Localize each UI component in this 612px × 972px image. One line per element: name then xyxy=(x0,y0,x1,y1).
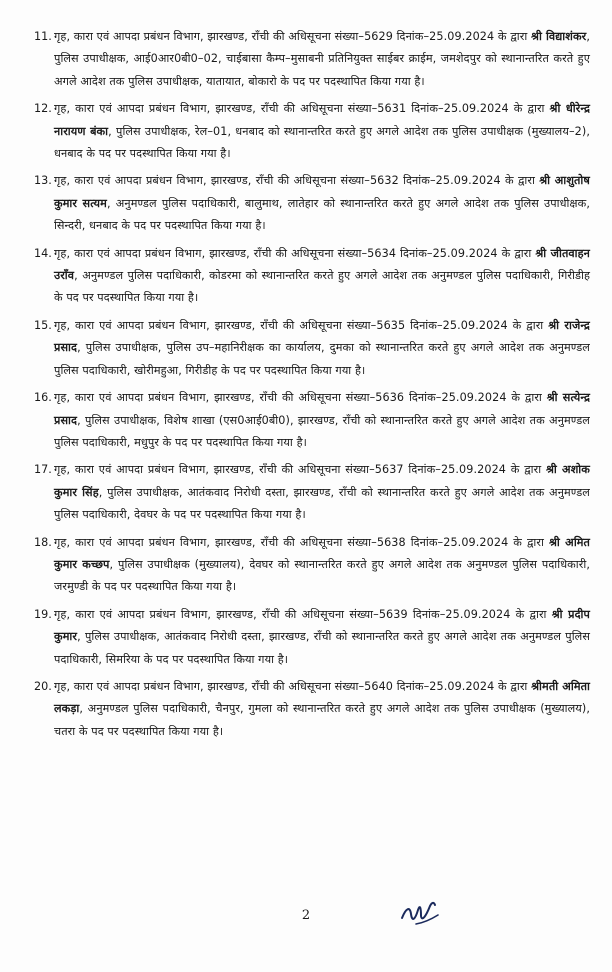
item-text xyxy=(54,243,590,310)
item-text-post: , पुलिस उपाधीक्षक, रेल–01, धनबाद को स्थानान्तरित करते हुए अगले आदेश तक पुलिस उपाधीक्षक (मुख्यालय–2), धनबाद के पद पर पदस्थापित किया गया है। xyxy=(54,124,590,161)
item-text-post: , पुलिस उपाधीक्षक, विशेष शाखा (एस0आई0बी0), झारखण्ड, राँची को स्थानान्तरित करते हुए अगले आदेश तक अनुमण्डल पुलिस पदाधिकारी, मधुपुर के पद पर पदस्थापित किया गया है। xyxy=(54,413,590,449)
officer-name: श्री जीतवाहन उराँव xyxy=(54,246,590,283)
item-text-pre: गृह, कारा एवं आपदा प्रबंधन विभाग, झारखण्ड, राँची की अधिसूचना संख्या–5637 दिनांक–25.09.2024 के द्वारा xyxy=(54,463,547,477)
item-number: 14. xyxy=(34,246,52,260)
item-number: 11. xyxy=(34,30,52,43)
item-number: 20. xyxy=(34,679,52,693)
item-text-pre: गृह, कारा एवं आपदा प्रबंधन विभाग, झारखण्ड, राँची की अधिसूचना संख्या–5635 दिनांक–25.09.2024 के द्वारा xyxy=(54,318,549,332)
item-text-post: , पुलिस उपाधीक्षक, आई0आर0बी0–02, चाईबासा कैम्प–मुसाबनी प्रतिनियुक्त साईबर क्राईम, जमशेदपुर को स्थानान्तरित करते हुए अगले आदेश तक पुलिस उपाधीक्षक, यातायात, बोकारो के पद पर पदस्थापित किया गया है। xyxy=(54,30,590,88)
officer-name: श्री धीरेन्द्र नारायण बंका xyxy=(54,102,590,138)
officer-name: श्रीमती अमिता लकड़ा xyxy=(54,679,590,716)
item-text-post: , अनुमण्डल पुलिस पदाधिकारी, बालुमाथ, लातेहार को स्थानान्तरित करते हुए अगले आदेश तक पुलिस उपाधीक्षक, सिन्दरी, धनबाद के पद पर पदस्थापित किया गया है। xyxy=(54,196,590,233)
item-text-pre: गृह, कारा एवं आपदा प्रबंधन विभाग, झारखण्ड, राँची की अधिसूचना संख्या–5631 दिनांक–25.09.2024 के द्वारा xyxy=(54,102,550,116)
officer-name: श्री राजेन्द्र प्रसाद xyxy=(54,318,590,355)
item-text-pre: गृह, कारा एवं आपदा प्रबंधन विभाग, झारखण्ड, राँची की अधिसूचना संख्या–5632 दिनांक–25.09.2024 के द्वारा xyxy=(54,174,540,188)
item-text-pre: गृह, कारा एवं आपदा प्रबंधन विभाग, झारखण्ड, राँची की अधिसूचना संख्या–5629 दिनांक–25.09.2024 के द्वारा xyxy=(54,30,532,43)
officer-name: श्री सत्येन्द्र प्रसाद xyxy=(54,391,590,427)
item-text-pre: गृह, कारा एवं आपदा प्रबंधन विभाग, झारखण्ड, राँची की अधिसूचना संख्या–5636 दिनांक–25.09.2024 के द्वारा xyxy=(54,391,547,405)
notification-item-11 xyxy=(34,26,590,93)
item-text xyxy=(54,387,590,454)
item-text-post: , अनुमण्डल पुलिस पदाधिकारी, कोडरमा को स्थानान्तरित करते हुए अगले आदेश तक अनुमण्डल पुलिस पदाधिकारी, गिरीडीह के पद पर पदस्थापित किया गया है। xyxy=(54,269,590,305)
notification-item-19 xyxy=(34,604,590,671)
officer-name: श्री अमित कुमार कच्छप xyxy=(54,535,590,571)
item-text-post: , पुलिस उपाधीक्षक, आतंकवाद निरोधी दस्ता, झारखण्ड, राँची को स्थानान्तरित करते हुए अगले आदेश तक अनुमण्डल पुलिस पदाधिकारी, देवघर के पद पर पदस्थापित किया गया है। xyxy=(54,485,590,522)
item-text xyxy=(54,98,590,165)
item-text-pre: गृह, कारा एवं आपदा प्रबंधन विभाग, झारखण्ड, राँची की अधिसूचना संख्या–5639 दिनांक–25.09.2024 के द्वारा xyxy=(54,607,552,621)
item-text xyxy=(54,459,590,526)
notification-item-13 xyxy=(34,170,590,237)
notification-item-17 xyxy=(34,459,590,526)
item-text-post: , पुलिस उपाधीक्षक, आतंकवाद निरोधी दस्ता, झारखण्ड, राँची को स्थानान्तरित करते हुए अगले आदेश तक अनुमण्डल पुलिस पदाधिकारी, सिमरिया के पद पर पदस्थापित किया गया है। xyxy=(54,630,590,666)
item-text-post: , पुलिस उपाधीक्षक (मुख्यालय), देवघर को स्थानान्तरित करते हुए अगले आदेश तक अनुमण्डल पुलिस पदाधिकारी, जरमुण्डी के पद पर पदस्थापित किया गया है। xyxy=(54,557,590,594)
item-text-pre: गृह, कारा एवं आपदा प्रबंधन विभाग, झारखण्ड, राँची की अधिसूचना संख्या–5638 दिनांक–25.09.2024 के द्वारा xyxy=(54,535,549,549)
officer-name: श्री आशुतोष कुमार सत्यम xyxy=(54,174,590,210)
item-text xyxy=(54,532,590,599)
item-text xyxy=(54,170,590,237)
item-number: 18. xyxy=(34,535,52,549)
officer-name: श्री प्रदीप कुमार xyxy=(54,607,590,644)
item-text xyxy=(54,26,590,93)
item-number: 17. xyxy=(34,463,52,477)
item-number: 12. xyxy=(34,102,52,116)
item-number: 13. xyxy=(34,174,52,188)
notification-item-20 xyxy=(34,676,590,743)
item-text xyxy=(54,676,590,743)
officer-name: श्री अशोक कुमार सिंह xyxy=(54,463,590,499)
notification-item-16 xyxy=(34,387,590,454)
notification-item-15 xyxy=(34,315,590,382)
item-text xyxy=(54,315,590,382)
item-text-pre: गृह, कारा एवं आपदा प्रबंधन विभाग, झारखण्ड, राँची की अधिसूचना संख्या–5634 दिनांक–25.09.2024 के द्वारा xyxy=(54,246,536,260)
item-text xyxy=(54,604,590,671)
item-text-post: , अनुमण्डल पुलिस पदाधिकारी, चैनपुर, गुमला को स्थानान्तरित करते हुए अगले आदेश तक पुलिस उपाधीक्षक (मुख्यालय), चतरा के पद पर पदस्थापित किया गया है। xyxy=(54,702,590,738)
page-number: 2 xyxy=(301,908,311,923)
officer-name: श्री विद्याशंकर xyxy=(531,30,587,43)
item-number: 16. xyxy=(34,391,52,405)
item-number: 15. xyxy=(34,318,52,332)
notification-item-18 xyxy=(34,532,590,599)
item-number: 19. xyxy=(34,607,52,621)
handwritten-signature xyxy=(398,896,442,930)
notification-item-14 xyxy=(34,243,590,310)
item-text-pre: गृह, कारा एवं आपदा प्रबंधन विभाग, झारखण्ड, राँची की अधिसूचना संख्या–5640 दिनांक–25.09.2024 के द्वारा xyxy=(54,679,532,693)
item-text-post: , पुलिस उपाधीक्षक, पुलिस उप–महानिरीक्षक का कार्यालय, दुमका को स्थानान्तरित करते हुए अगले आदेश तक अनुमण्डल पुलिस पदाधिकारी, खोरीमहुआ, गिरीडीह के पद पर पदस्थापित किया गया है। xyxy=(54,341,590,377)
notification-item-12 xyxy=(34,98,590,165)
